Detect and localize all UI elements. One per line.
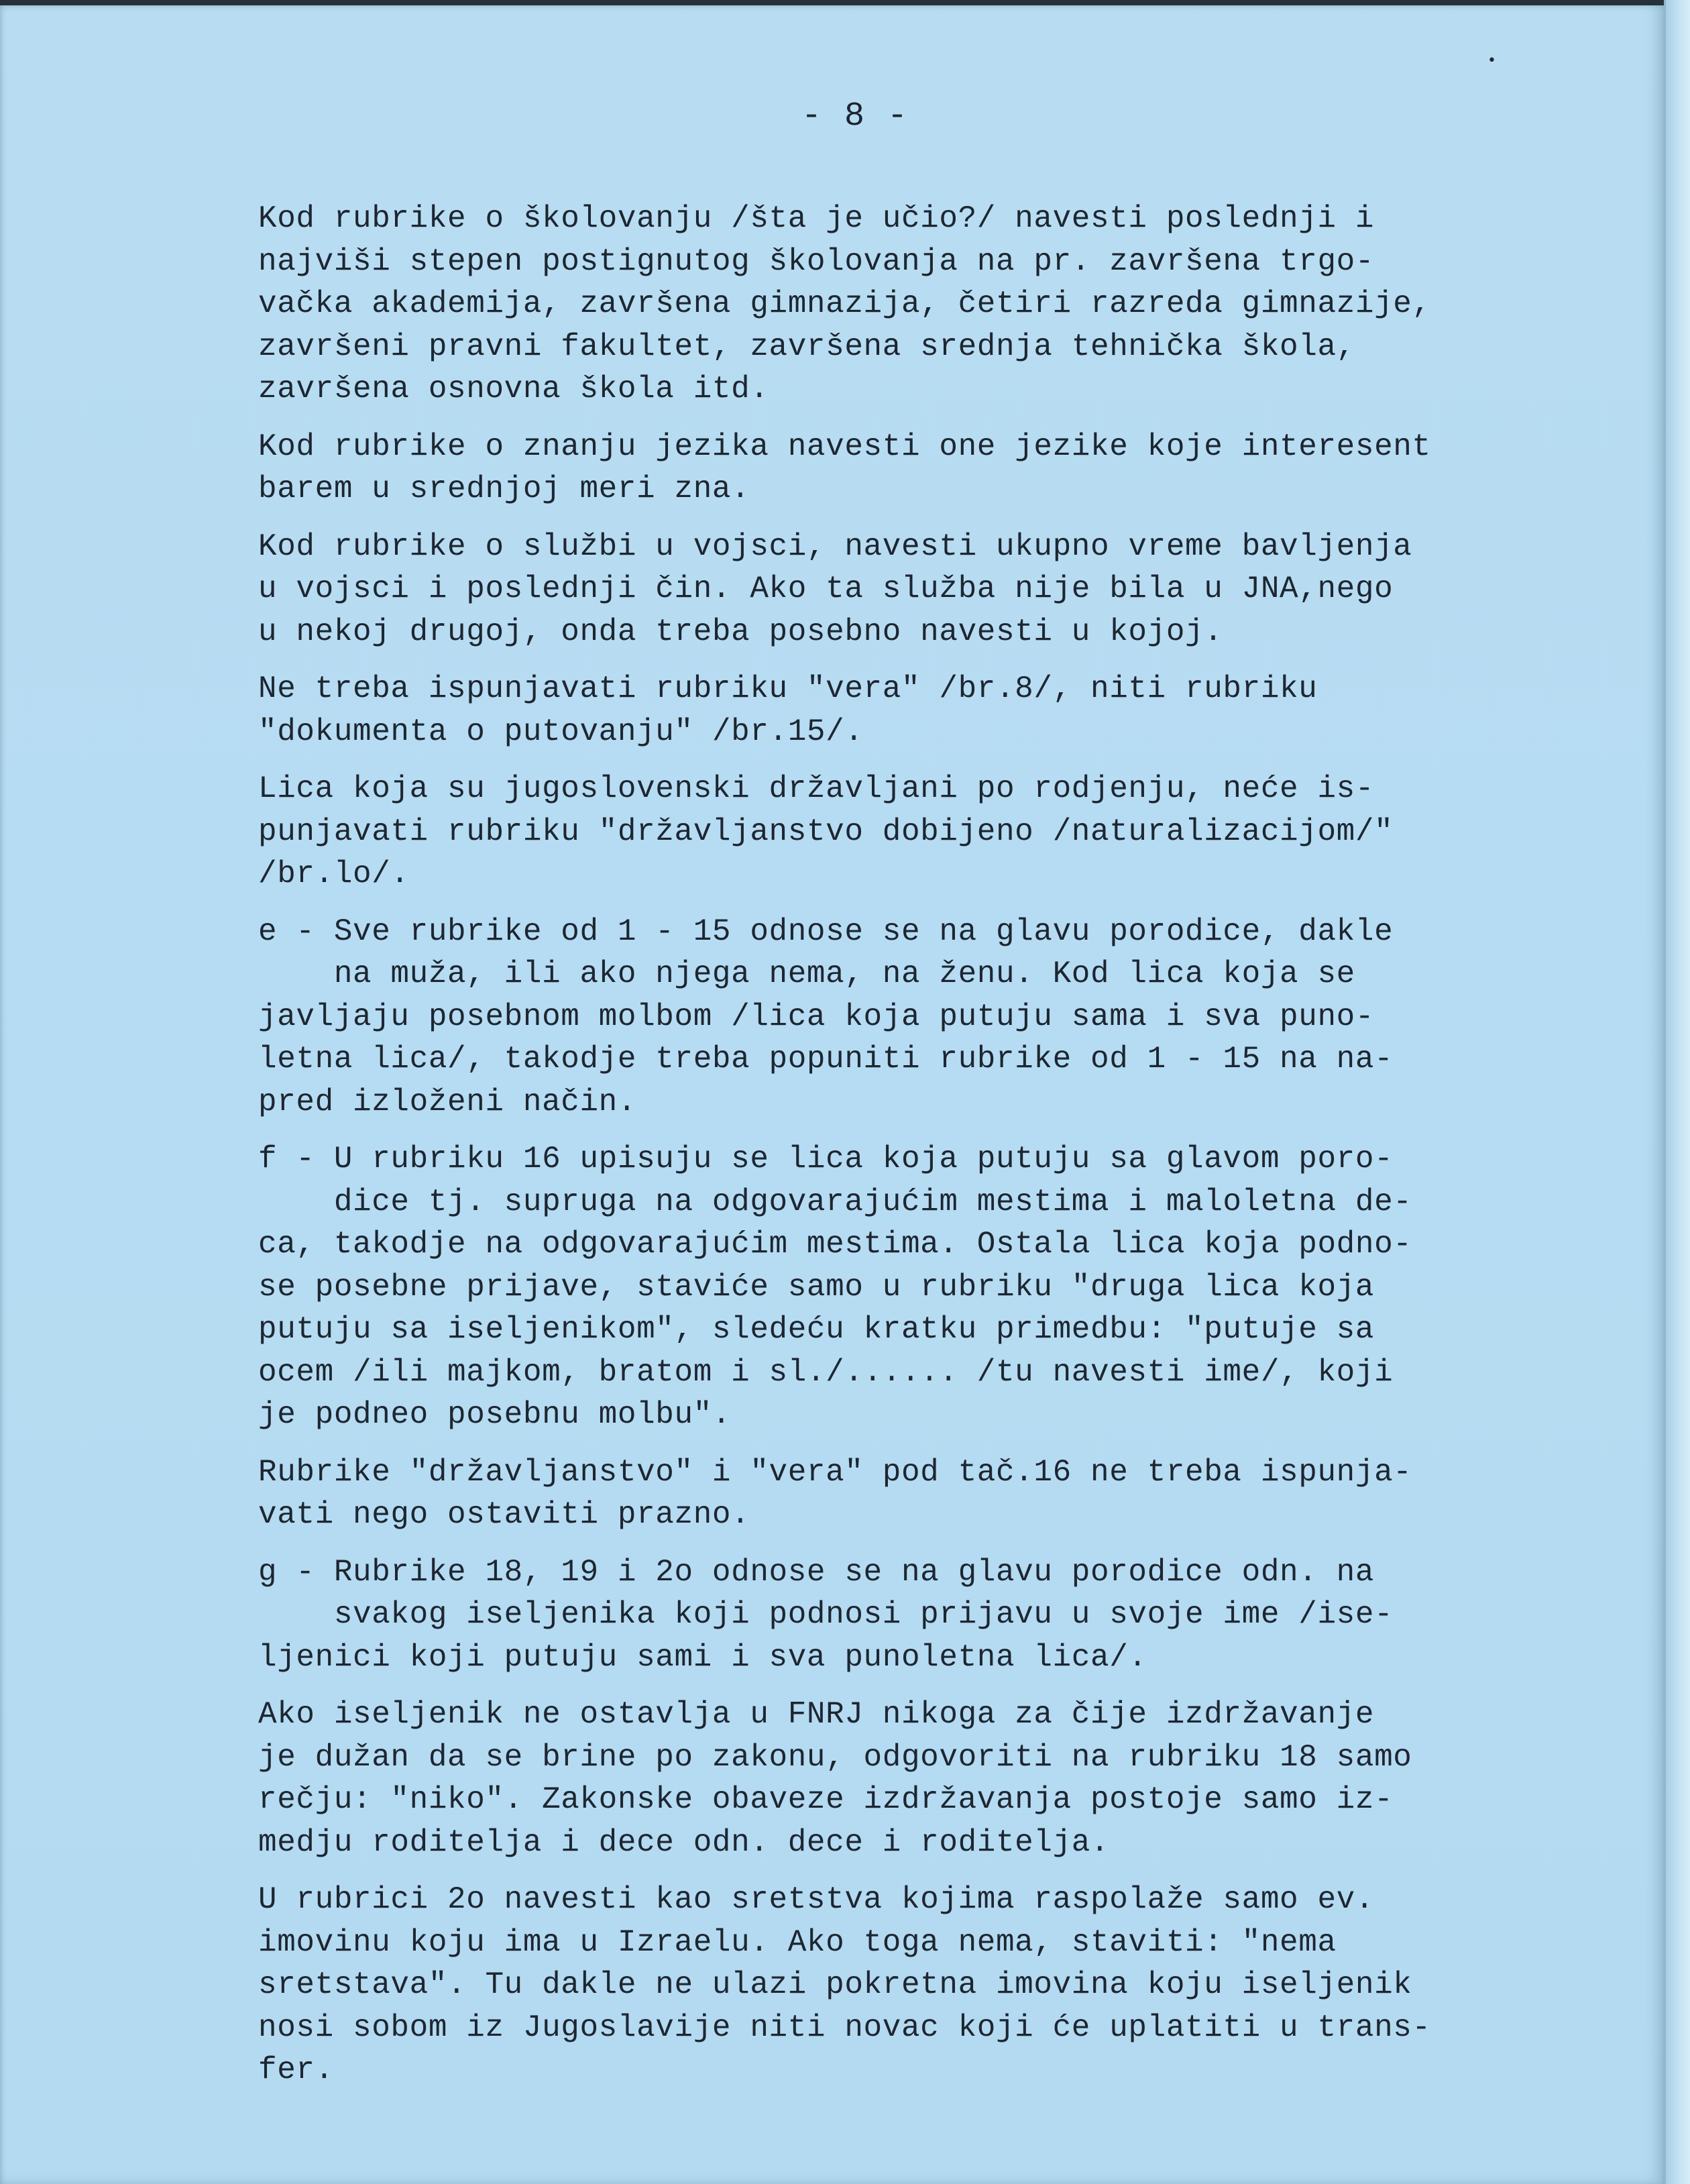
- paragraph-rubric-18: [258, 1694, 1553, 1864]
- text-line: Kod rubrike o znanju jezika navesti one jezike koje interesent: [258, 429, 1431, 464]
- page-right-edge: [1664, 0, 1690, 2184]
- paragraph-religion: [258, 668, 1553, 753]
- paragraph-military: [258, 526, 1553, 654]
- text-line: "dokumenta o putovanju" /br.15/.: [258, 714, 864, 749]
- text-line: završena osnovna škola itd.: [258, 372, 769, 406]
- text-line: Kod rubrike o školovanju /šta je učio?/ navesti poslednji i: [258, 201, 1375, 236]
- text-line: javljaju posebnom molbom /lica koja putuju sama i sva puno-: [258, 999, 1375, 1034]
- text-line: dice tj. supruga na odgovarajućim mestima i maloletna de-: [258, 1184, 1412, 1219]
- page-number: - 8 -: [801, 97, 909, 135]
- text-line: vati nego ostaviti prazno.: [258, 1497, 750, 1532]
- text-line: Ako iseljenik ne ostavlja u FNRJ nikoga za čije izdržavanje: [258, 1697, 1375, 1732]
- text-line: fer.: [258, 2053, 334, 2087]
- paragraph-citizenship: [258, 768, 1553, 896]
- text-line: vačka akademija, završena gimnazija, četiri razreda gimnazije,: [258, 286, 1431, 321]
- text-line: ocem /ili majkom, bratom i sl./...... /tu navesti ime/, koji: [258, 1354, 1394, 1390]
- page-top-edge: [0, 0, 1666, 5]
- text-line: nosi sobom iz Jugoslavije niti novac koji će uplatiti u trans-: [258, 2010, 1431, 2045]
- text-line: barem u srednjoj meri zna.: [258, 472, 750, 506]
- text-line: Lica koja su jugoslovenski državljani po rodjenju, neće is-: [258, 771, 1375, 806]
- text-line: putuju sa iseljenikom", sledeću kratku primedbu: "putuje sa: [258, 1312, 1375, 1347]
- paragraph-section-g: [258, 1551, 1553, 1680]
- typed-body: [258, 198, 1553, 2107]
- text-line: ljenici koji putuju sami i sva punoletna lica/.: [258, 1639, 1147, 1675]
- text-line: je dužan da se brine po zakonu, odgovoriti na rubriku 18 samo: [258, 1739, 1412, 1775]
- text-line: /br.lo/.: [258, 857, 410, 891]
- text-line: rečju: "niko". Zakonske obaveze izdržavanja postoje samo iz-: [258, 1782, 1394, 1817]
- speck-mark: •: [1487, 52, 1496, 69]
- text-line: u vojsci i poslednji čin. Ako ta služba nije bila u JNA,nego: [258, 571, 1394, 606]
- text-line: Kod rubrike o službi u vojsci, navesti ukupno vreme bavljenja: [258, 529, 1412, 564]
- text-line: U rubrici 2o navesti kao sretstva kojima raspolaže samo ev.: [258, 1882, 1375, 1917]
- text-line: svakog iseljenika koji podnosi prijavu u svoje ime /ise-: [258, 1597, 1394, 1632]
- text-line: letna lica/, takodje treba popuniti rubrike od 1 - 15 na na-: [258, 1042, 1394, 1077]
- text-line: g - Rubrike 18, 19 i 2o odnose se na glavu porodice odn. na: [258, 1554, 1375, 1590]
- text-line: u nekoj drugoj, onda treba posebno navesti u kojoj.: [258, 614, 1223, 649]
- text-line: sretstava". Tu dakle ne ulazi pokretna imovina koju iseljenik: [258, 1967, 1412, 2002]
- text-line: punjavati rubriku "državljanstvo dobijeno /naturalizacijom/": [258, 814, 1394, 849]
- paragraph-rubric-20: [258, 1879, 1553, 2092]
- paragraph-section-f: [258, 1138, 1553, 1437]
- text-line: na muža, ili ako njega nema, na ženu. Kod lica koja se: [258, 957, 1355, 991]
- text-line: ca, takodje na odgovarajućim mestima. Ostala lica koja podno-: [258, 1227, 1412, 1262]
- text-line: e - Sve rubrike od 1 - 15 odnose se na glavu porodice, dakle: [258, 914, 1394, 949]
- paragraph-schooling: [258, 198, 1553, 411]
- text-line: se posebne prijave, staviće samo u rubriku "druga lica koja: [258, 1269, 1375, 1305]
- text-line: je podneo posebnu molbu".: [258, 1397, 732, 1432]
- paragraph-rubric-16: [258, 1452, 1553, 1537]
- paragraph-section-e: [258, 911, 1553, 1124]
- text-line: najviši stepen postignutog školovanja na pr. završena trgo-: [258, 243, 1375, 279]
- text-line: imovinu koju ima u Izraelu. Ako toga nema, staviti: "nema: [258, 1924, 1337, 1960]
- text-line: završeni pravni fakultet, završena srednja tehnička škola,: [258, 329, 1355, 364]
- text-line: medju roditelja i dece odn. dece i roditelja.: [258, 1824, 1110, 1860]
- text-line: Ne treba ispunjavati rubriku "vera" /br.8/, niti rubriku: [258, 671, 1318, 706]
- text-line: pred izloženi način.: [258, 1084, 637, 1120]
- text-line: Rubrike "državljanstvo" i "vera" pod tač.16 ne treba ispunja-: [258, 1454, 1412, 1490]
- text-line: f - U rubriku 16 upisuju se lica koja putuju sa glavom poro-: [258, 1142, 1394, 1177]
- paragraph-languages: [258, 426, 1553, 511]
